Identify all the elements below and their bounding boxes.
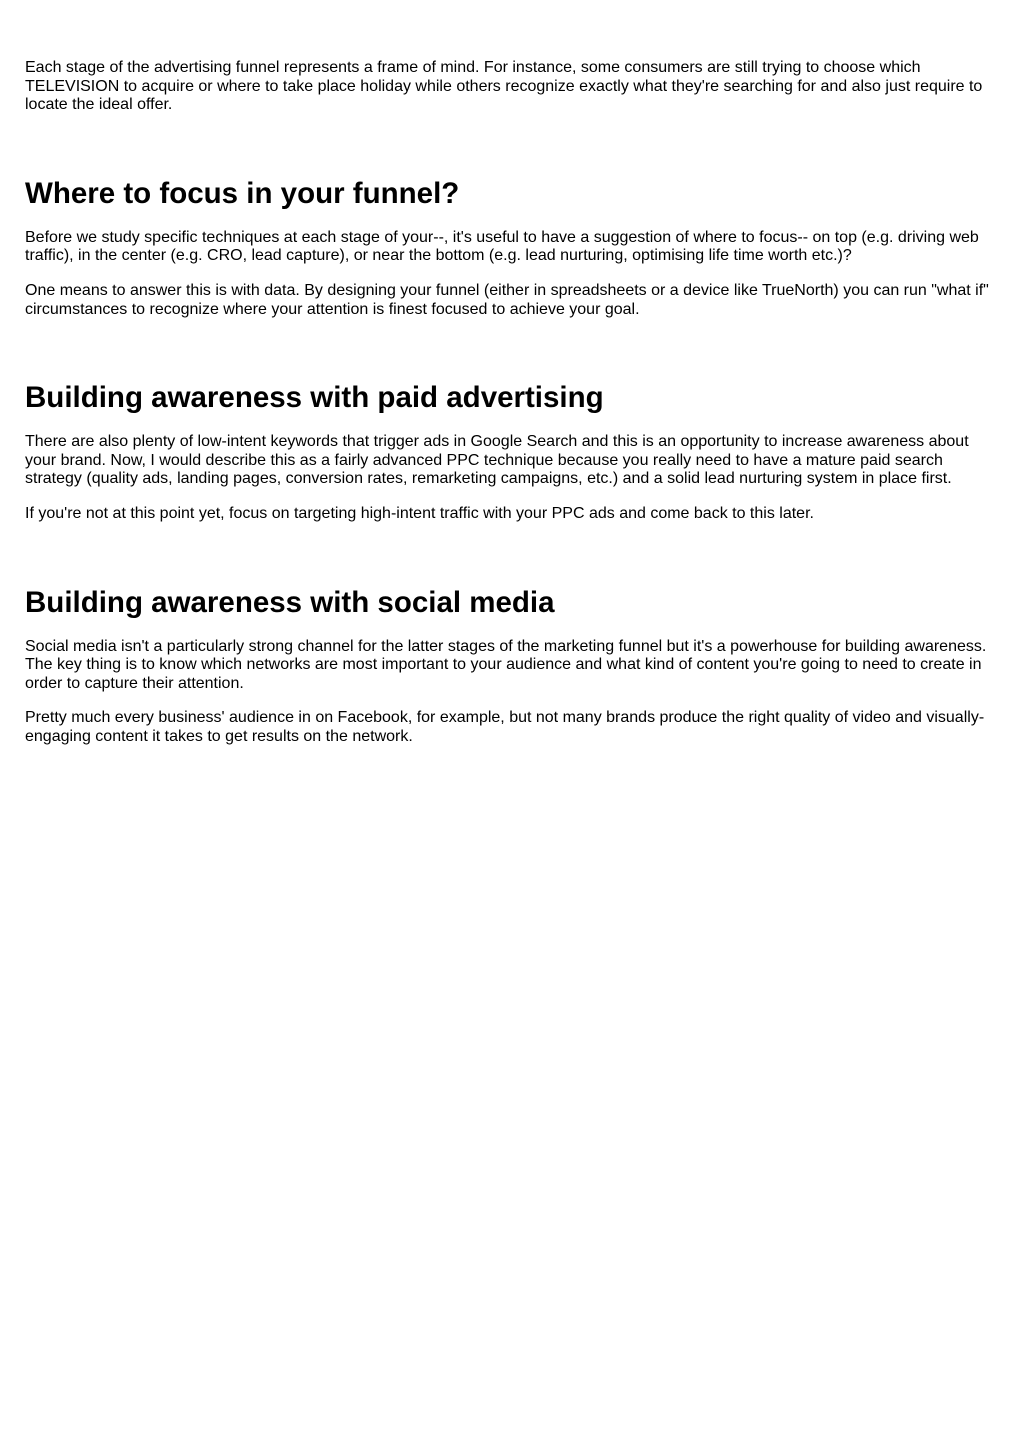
- document-page: [25, 59, 1003, 763]
- section-heading: Building awareness with paid advertising: [25, 381, 604, 415]
- section-paragraph: Pretty much every business' audience in on Facebook, for example, but not many brands produce the right quality of video and visually-engaging content it takes to get results on the network.: [25, 709, 985, 745]
- section-heading: Where to focus in your funnel?: [25, 176, 460, 210]
- section-paragraph: There are also plenty of low-intent keywords that trigger ads in Google Search and this is an opportunity to increase awareness about your brand. Now, I would describe this as a fairly advanced PPC technique because you really need to have a mature paid search strategy (quality ads, landing pages, conversion rates, remarketing campaigns, etc.) and a solid lead nurturing system in place first.: [25, 433, 969, 488]
- section-paragraph: One means to answer this is with data. By designing your funnel (either in spreadsheets or a device like TrueNorth) you can run "what if" circumstances to recognize where your attention is finest focused to achieve your goal.: [25, 281, 989, 318]
- section-social-media: [25, 586, 1003, 747]
- section-heading: Building awareness with social media: [25, 585, 555, 619]
- section-paid-advertising: [25, 381, 1003, 523]
- section-paragraph: Before we study specific techniques at each stage of your--, it's useful to have a suggestion of where to focus-- on top (e.g. driving web traffic), in the center (e.g. CRO, lead capture), or near the bottom (e.g. lead nurturing, optimising life time worth etc.)?: [25, 228, 979, 265]
- section-paragraph: Social media isn't a particularly strong channel for the latter stages of the marketing funnel but it's a powerhouse for building awareness. The key thing is to know which networks are most important to your audience and what kind of content you're going to need to create in order to capture their attention.: [25, 637, 987, 692]
- section-where-to-focus: [25, 177, 1003, 319]
- section-paragraph: If you're not at this point yet, focus on targeting high-intent traffic with your PPC ads and come back to this later.: [25, 504, 814, 522]
- intro-paragraph: Each stage of the advertising funnel represents a frame of mind. For instance, some consumers are still trying to choose which TELEVISION to acquire or where to take place holiday while others recognize exactly what they're searching for and also just require to locate the ideal offer.: [25, 59, 983, 114]
